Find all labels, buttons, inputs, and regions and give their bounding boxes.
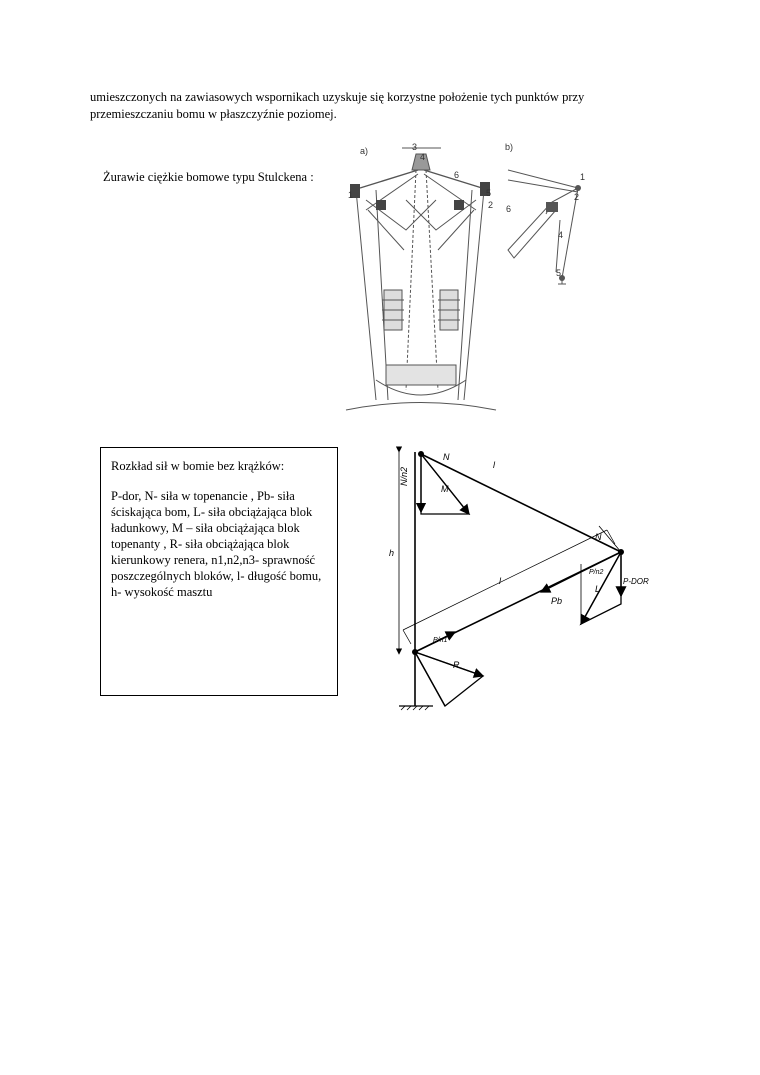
crane-b-drawing (500, 140, 590, 290)
figure-b-number-5: 5 (556, 268, 562, 278)
figure-a-number-3: 3 (412, 142, 418, 152)
figure-a-number-2: 2 (488, 200, 494, 210)
crane-a-drawing (346, 140, 496, 415)
figure-b-number-2: 2 (574, 192, 580, 202)
legend-text: P-dor, N- siła w topenancie , Pb- siła ściskająca bom, L- siła obciążająca blok ładunkowy, M – siła obciążająca blok topenanty , R- siła obciążająca blok kierunkowy renera, n1,n2,n3- sprawność poszczególnych bloków, l- długość bomu, h- wysokość masztu (111, 489, 322, 599)
label-N-n2: N/n2 (399, 466, 409, 486)
label-N-right: N (595, 532, 602, 542)
topping-lift-line (421, 454, 621, 552)
legend-box (100, 447, 338, 696)
label-l-top: l (493, 460, 495, 470)
crane-figure-a (346, 140, 496, 420)
label-P-n1: P/n1 (433, 637, 448, 644)
intro-paragraph: umieszczonych na zawiasowych wspornikach uzyskuje się korzystne położenie tych punktów przy przemieszczaniu bomu w płaszczyźnie poziomej. (90, 90, 585, 121)
crane-figure-b (500, 140, 590, 295)
label-P-n2: P/n2 (589, 569, 604, 576)
label-h: h (389, 548, 395, 558)
label-R: R (453, 660, 460, 670)
legend-title: Rozkład sił w bomie bez krążków: (111, 459, 285, 473)
figure-a-number-1: 1 (348, 190, 354, 200)
label-P-dor: P-DOR (623, 577, 649, 586)
figure-a-number-4: 4 (420, 152, 426, 162)
label-M: M (441, 484, 449, 494)
figure-b-number-1: 1 (580, 172, 586, 182)
figure-b-label: b) (505, 142, 514, 152)
figure-caption: Żurawie ciężkie bomowe typu Stulckena : (103, 170, 314, 184)
figure-a-label: a) (360, 146, 369, 156)
force-diagram-svg (385, 444, 649, 714)
figure-a-number-6: 6 (454, 170, 460, 180)
figure-b-number-4: 4 (558, 230, 564, 240)
label-N-top: N (443, 452, 450, 462)
force-diagram (385, 444, 649, 719)
figure-a-number-5: 5 (486, 188, 492, 198)
label-L: L (595, 584, 601, 594)
figure-b-number-6: 6 (506, 204, 512, 214)
label-Pb: Pb (551, 596, 563, 606)
label-l-boom: l (499, 576, 501, 586)
